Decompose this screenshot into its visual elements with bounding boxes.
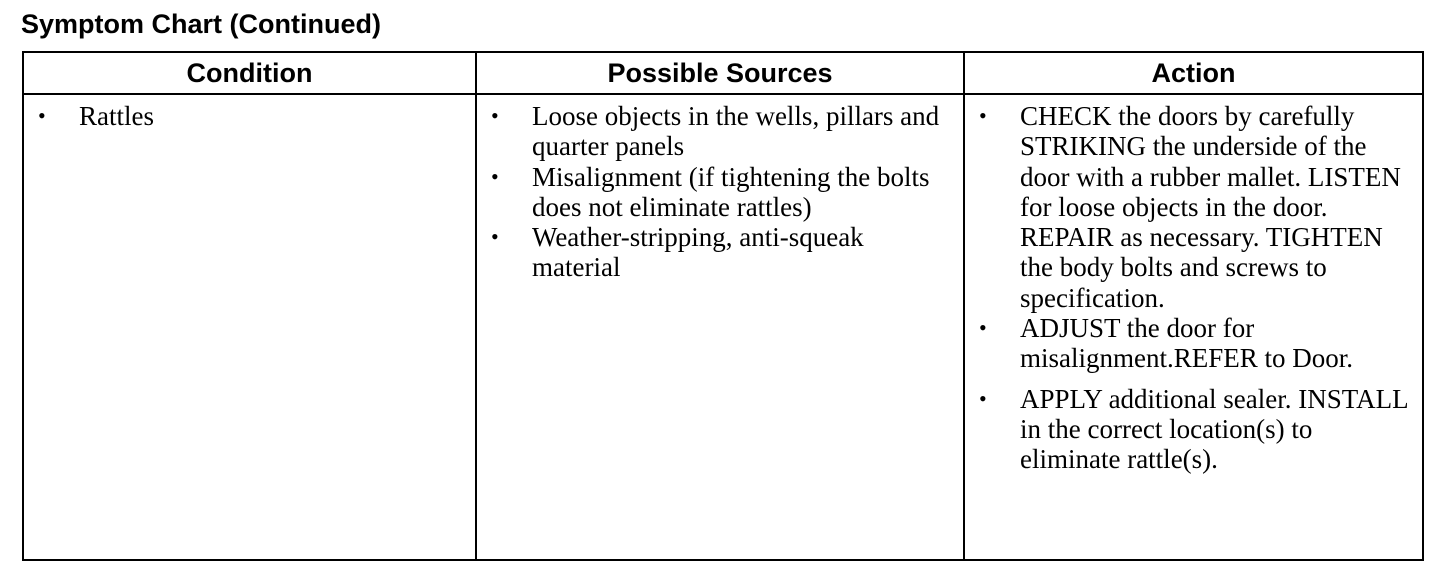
- header-action: Action: [964, 52, 1423, 94]
- page-title: Symptom Chart (Continued): [21, 9, 381, 39]
- condition-item: • Rattles: [24, 101, 467, 131]
- source-item-weather-stripping: • Weather-stripping, anti-squeak material: [477, 222, 955, 283]
- action-item-apply-sealer: • APPLY additional sealer. INSTALL in the correct location(s) to eliminate rattle(s).: [965, 384, 1414, 475]
- action-cell: [964, 94, 1423, 560]
- header-possible-sources: Possible Sources: [476, 52, 964, 94]
- action-list: [965, 95, 1422, 475]
- table-row: [23, 94, 1423, 560]
- header-condition: Condition: [23, 52, 476, 94]
- source-item-loose-objects: • Loose objects in the wells, pillars and quarter panels: [477, 101, 955, 162]
- source-item-misalignment: • Misalignment (if tightening the bolts does not eliminate rattles): [477, 162, 955, 223]
- table-header-row: [23, 52, 1423, 94]
- action-item-adjust-door: • ADJUST the door for misalignment.REFER to Door.: [965, 313, 1414, 374]
- condition-cell: [23, 94, 476, 560]
- condition-list: [24, 95, 475, 131]
- action-item-check-doors: • CHECK the doors by carefully STRIKING the underside of the door with a rubber mallet. LISTEN for loose objects in the door. REPAIR as necessary. TIGHTEN the body bolts and screws to specification.: [965, 101, 1414, 313]
- symptom-chart-table: [22, 51, 1424, 561]
- possible-sources-list: [477, 95, 963, 283]
- possible-sources-cell: [476, 94, 964, 560]
